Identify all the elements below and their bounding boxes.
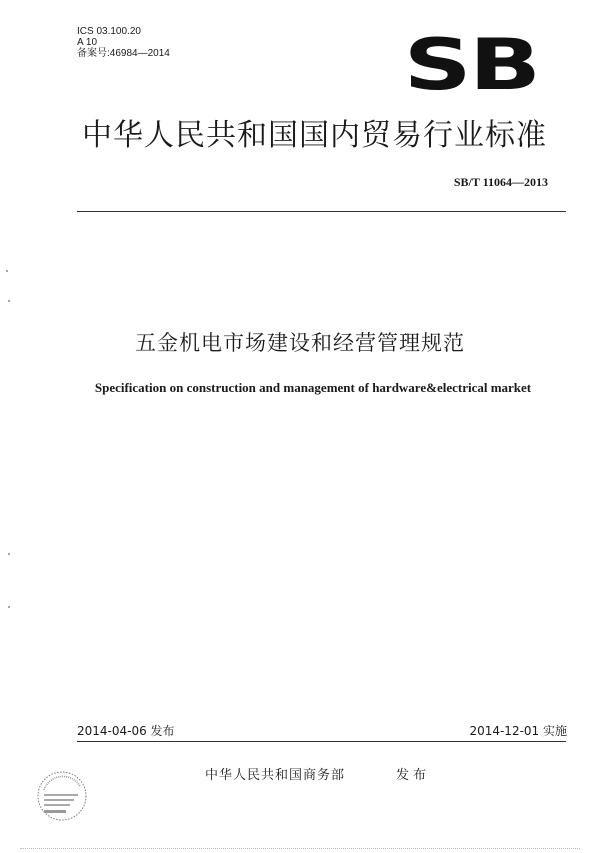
implementation-date: 2014-12-01 实施 [469, 724, 567, 738]
ccs-code: A 10 [77, 37, 98, 48]
ics-code: ICS 03.100.20 [77, 26, 141, 37]
scan-speck [8, 553, 10, 555]
classification-block [77, 26, 170, 59]
standard-number: SB/T 11064—2013 [453, 175, 548, 189]
issue-date: 2014-04-06 发布 [77, 724, 175, 738]
publisher-name: 中华人民共和国商务部 [205, 768, 346, 783]
scan-speck [8, 606, 10, 608]
scan-speck [6, 270, 8, 272]
footer-divider [77, 741, 566, 742]
scan-speck [8, 300, 10, 302]
standard-category-title: 中华人民共和国国内贸易行业标准 [82, 118, 547, 153]
scan-bottom-edge [20, 848, 580, 849]
header-divider [77, 211, 566, 212]
document-title-chinese: 五金机电市场建设和经营管理规范 [135, 331, 465, 355]
document-title-english: Specification on construction and management of hardware&electrical market [94, 380, 532, 395]
distributor-stamp-icon [32, 766, 96, 830]
publish-label: 发布 [396, 768, 431, 783]
filing-number: 备案号:46984—2014 [77, 48, 170, 59]
sb-logo: SB [403, 24, 539, 106]
